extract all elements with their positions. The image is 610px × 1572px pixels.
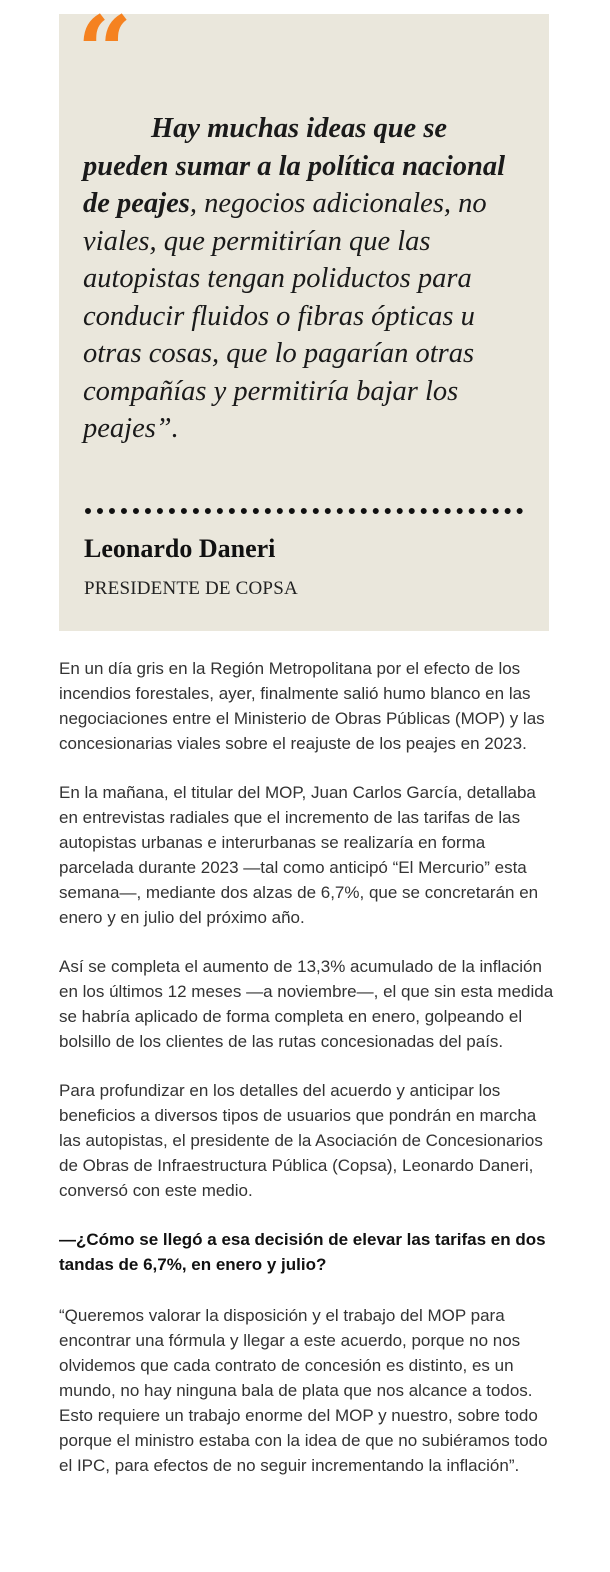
article-body bbox=[59, 656, 559, 1502]
article-paragraph: En un día gris en la Región Metropolitana por el efecto de los incendios forestales, ayer, finalmente salió humo blanco en las negociaciones entre el Ministerio de Obras Públicas (MOP) y las concesionarias viales sobre el reajuste de los peajes en 2023. bbox=[59, 659, 545, 753]
interview-question: —¿Cómo se llegó a esa decisión de elevar las tarifas en dos tandas de 6,7%, en enero y julio? bbox=[59, 1230, 546, 1274]
quote-author-role: PRESIDENTE DE COPSA bbox=[84, 578, 298, 599]
quote-bold-lead: Hay muchas ideas que se pueden sumar a la política nacional de peajes bbox=[83, 113, 506, 219]
article-paragraph: En la mañana, el titular del MOP, Juan Carlos García, detallaba en entrevistas radiales que el incremento de las tarifas de las autopistas urbanas e interurbanas se realizaría en forma parcelada durante 2023 —tal como anticipó “El Mercurio” esta semana—, mediante dos alzas de 6,7%, que se concretarán en enero y en julio del próximo año. bbox=[59, 783, 539, 927]
article-paragraph: “Queremos valorar la disposición y el trabajo del MOP para encontrar una fórmula y llegar a este acuerdo, porque no nos olvidemos que cada contrato de concesión es distinto, es un mundo, no hay ninguna bala de plata que nos alcance a todos. Esto requiere un trabajo enorme del MOP y nuestro, sobre todo porque el ministro estaba con la idea de que no subiéramos todo el IPC, para efectos de no seguir incrementando la inflación”. bbox=[59, 1306, 548, 1475]
quote-rest: , negocios adicionales, no viales, que permitirían que las autopistas tengan poliductos para conducir fluidos o fibras ópticas u otras cosas, que lo pagarían otras compañías y permitiría bajar los peajes”. bbox=[83, 188, 487, 444]
quote-author: Leonardo Daneri bbox=[84, 534, 276, 563]
quotation-mark-icon: “ bbox=[77, 0, 133, 108]
article-paragraph: Así se completa el aumento de 13,3% acumulado de la inflación en los últimos 12 meses —a noviembre—, el que sin esta medida se habría aplicado de forma completa en enero, golpeando el bolsillo de los clientes de las rutas concesionadas del país. bbox=[59, 957, 554, 1051]
pull-quote bbox=[59, 0, 549, 631]
dotted-divider bbox=[85, 508, 523, 514]
quote-text bbox=[83, 110, 523, 448]
article-paragraph: Para profundizar en los detalles del acuerdo y anticipar los beneficios a diversos tipos de usuarios que pondrán en marcha las autopistas, el presidente de la Asociación de Concesionarios de Obras de Infraestructura Pública (Copsa), Leonardo Daneri, conversó con este medio. bbox=[59, 1081, 543, 1200]
